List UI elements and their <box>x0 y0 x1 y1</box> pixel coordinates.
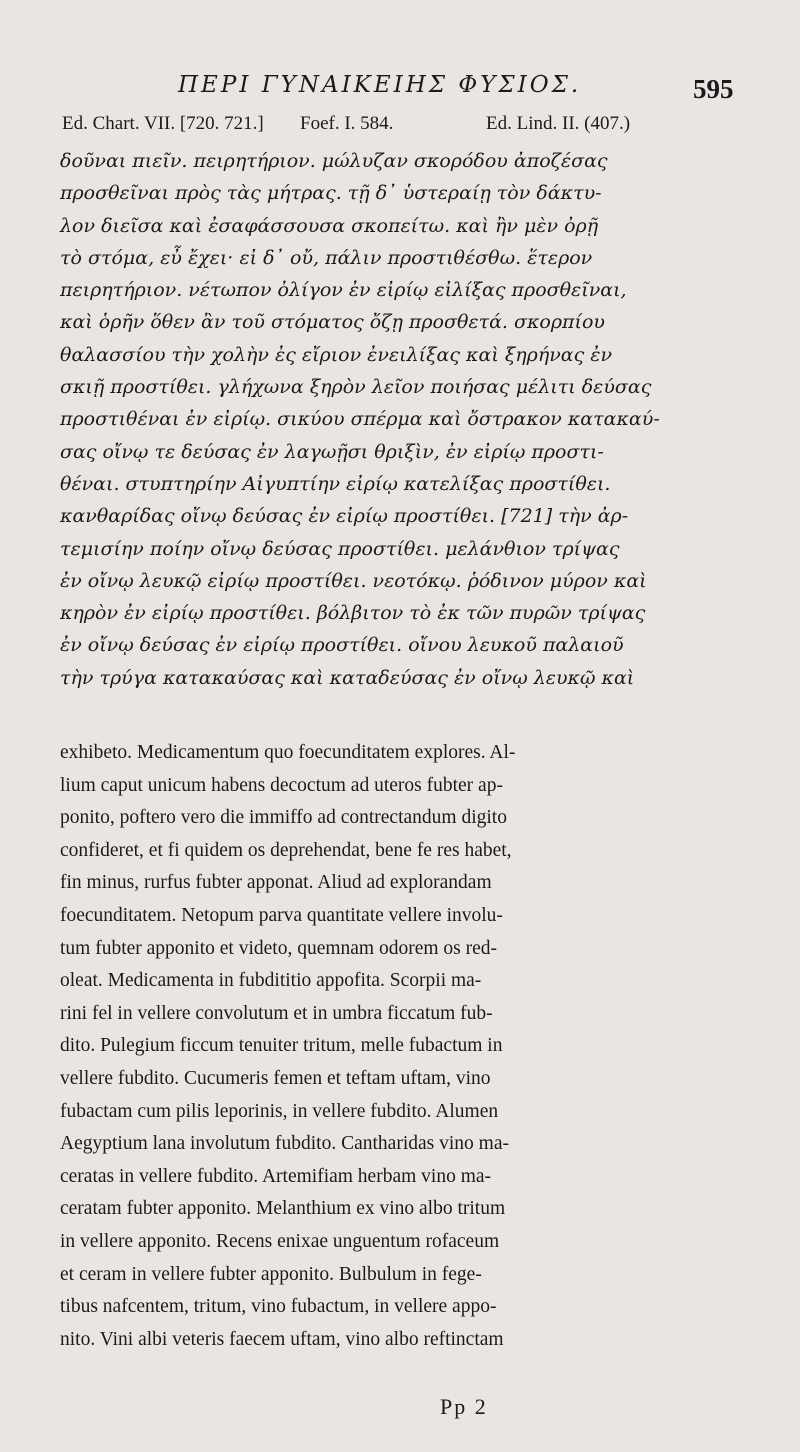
latin-line: ceratam fubter apponito. Melanthium ex vino albo tritum <box>60 1198 506 1220</box>
greek-line: τὸ στόμα, εὖ ἔχει· εἰ δ᾽ οὔ, πάλιν προστιθέσθω. ἕτερον <box>60 246 593 269</box>
greek-line: προσθεῖναι πρὸς τὰς μήτρας. τῇ δ᾽ ὑστεραίῃ τὸν δάκτυ- <box>60 182 602 205</box>
printer-signature-mark: Pp 2 <box>440 1394 488 1419</box>
latin-line: fin minus, rurfus fubter apponat. Aliud ad explorandam <box>60 872 492 894</box>
latin-line: nito. Vini albi veteris faecem uftam, vino albo reftinctam <box>60 1328 504 1350</box>
greek-line: κανθαρίδας οἴνῳ δεύσας ἐν εἰρίῳ προστίθει. [721] τὴν ἀρ- <box>60 505 629 528</box>
ref-chartier: Ed. Chart. VII. [720. 721.] <box>62 113 264 134</box>
latin-line: foecunditatem. Netopum parva quantitate vellere involu- <box>60 904 503 926</box>
latin-line: fubactam cum pilis leporinis, in vellere fubdito. Alumen <box>60 1100 499 1122</box>
latin-line: et ceram in vellere fubter apponito. Bulbulum in fege- <box>60 1263 482 1285</box>
greek-line: πειρητήριον. νέτωπον ὀλίγον ἐν εἰρίῳ εἰλίξας προσθεῖναι, <box>60 279 627 302</box>
latin-line: vellere fubdito. Cucumeris femen et teftam uftam, vino <box>60 1067 491 1089</box>
latin-line: tibus nafcentem, tritum, vino fubactum, in vellere appo- <box>60 1296 497 1318</box>
greek-line: σας οἴνῳ τε δεύσας ἐν λαγωῇσι θριξὶν, ἐν εἰρίῳ προστι- <box>60 440 604 463</box>
latin-translation-block <box>60 737 760 1356</box>
ref-linden: Ed. Lind. II. (407.) <box>486 113 631 134</box>
greek-line: ἐν οἴνῳ δεύσας ἐν εἰρίῳ προστίθει. οἴνου λευκοῦ παλαιοῦ <box>60 634 624 657</box>
latin-line: exhibeto. Medicamentum quo foecunditatem explores. Al- <box>60 742 516 763</box>
latin-line: ceratas in vellere fubdito. Artemifiam herbam vino ma- <box>60 1165 492 1187</box>
latin-line: Aegyptium lana involutum fubdito. Cantharidas vino ma- <box>60 1133 509 1155</box>
latin-line: lium caput unicum habens decoctum ad uteros fubter ap- <box>60 774 503 796</box>
page-number: 595 <box>693 74 734 104</box>
edition-references <box>62 113 752 141</box>
latin-line: dito. Pulegium ficcum tenuiter tritum, melle fubactum in <box>60 1035 503 1057</box>
latin-line: in vellere apponito. Recens enixae unguentum rofaceum <box>60 1230 500 1252</box>
greek-line: δοῦναι πιεῖν. πειρητήριον. μώλυζαν σκορόδου ἀποζέσας <box>60 150 608 172</box>
latin-line: rini fel in vellere convolutum et in umbra ficcatum fub- <box>60 1002 493 1024</box>
latin-line: confideret, et fi quidem os deprehendat, bene fe res habet, <box>60 839 512 861</box>
greek-line: θέναι. στυπτηρίην Αἰγυπτίην εἰρίῳ κατελίξας προστίθει. <box>60 472 611 495</box>
ref-foesius: Foef. I. 584. <box>300 113 394 134</box>
greek-line: τὴν τρύγα κατακαύσας καὶ καταδεύσας ἐν οἴνῳ λευκῷ καὶ <box>60 666 635 689</box>
greek-line: λον διεῖσα καὶ ἐσαφάσσουσα σκοπείτω. καὶ ἢν μὲν ὀρῇ <box>60 214 599 237</box>
greek-line: καὶ ὁρῆν ὅθεν ἂν τοῦ στόματος ὄζῃ προσθετά. σκορπίου <box>60 311 605 334</box>
latin-line: oleat. Medicamenta in fubdititio appofita. Scorpii ma- <box>60 970 482 992</box>
greek-line: θαλασσίου τὴν χολὴν ἐς εἴριον ἐνειλίξας καὶ ξηρήνας ἐν <box>60 343 613 366</box>
latin-line: tum fubter apponito et videto, quemnam odorem os red- <box>60 937 498 959</box>
greek-line: τεμισίην ποίην οἴνῳ δεύσας προστίθει. μελάνθιον τρίψας <box>60 537 620 560</box>
greek-line: κηρὸν ἐν εἰρίῳ προστίθει. βόλβιτον τὸ ἐκ τῶν πυρῶν τρίψας <box>60 602 646 625</box>
latin-line: ponito, poftero vero die immiffo ad contrectandum digito <box>60 807 507 829</box>
greek-line: σκιῇ προστίθει. γλήχωνα ξηρὸν λεῖον ποιήσας μέλιτι δεύσας <box>60 376 652 399</box>
running-header-title: ΠΕΡΙ ΓΥΝΑΙΚΕΙΗΣ ΦΥΣΙΟΣ. <box>178 72 582 98</box>
greek-text-block <box>60 145 760 694</box>
greek-line: ἐν οἴνῳ λευκῷ εἰρίῳ προστίθει. νεοτόκῳ. ῥόδινον μύρον καὶ <box>60 569 647 592</box>
greek-line: προστιθέναι ἐν εἰρίῳ. σικύου σπέρμα καὶ ὄστρακον κατακαύ- <box>60 408 660 431</box>
